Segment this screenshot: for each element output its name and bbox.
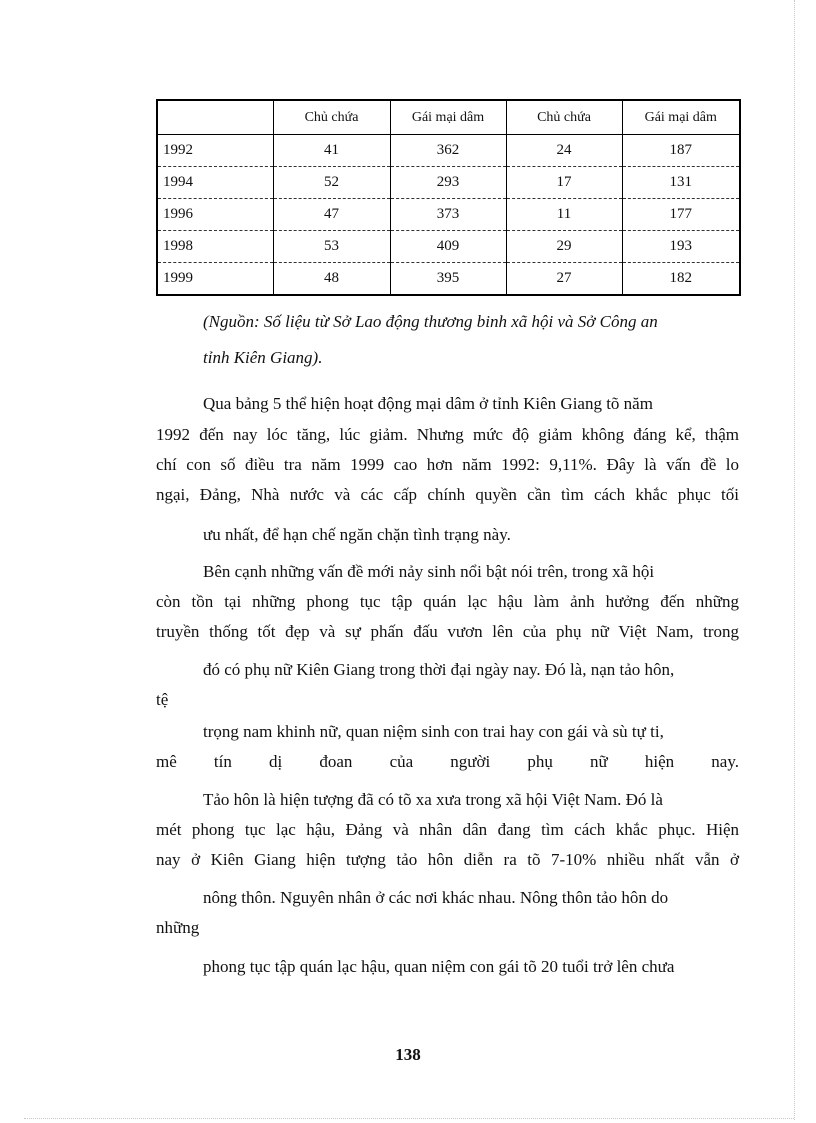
- table-cell: 373: [390, 199, 506, 231]
- paragraph-line: Qua bảng 5 thể hiện hoạt động mại dâm ở tỉnh Kiên Giang tõ năm: [203, 394, 653, 413]
- page-edge-right: [794, 0, 795, 1120]
- table-cell: 131: [622, 167, 740, 199]
- paragraph-line: tệ: [156, 690, 169, 709]
- table-cell: 187: [622, 135, 740, 167]
- table-cell-year: 1994: [157, 167, 273, 199]
- table-row: [157, 135, 740, 167]
- table-row: [157, 199, 740, 231]
- table-cell: 47: [273, 199, 390, 231]
- table-cell: 24: [506, 135, 622, 167]
- table-cell: 41: [273, 135, 390, 167]
- table-cell: 48: [273, 263, 390, 296]
- source-note-line: tỉnh Kiên Giang).: [203, 348, 323, 367]
- paragraph-line: còn tồn tại những phong tục tập quán lạc hậu làm ảnh hưởng đến những: [156, 592, 739, 611]
- paragraph-line: Bên cạnh những vấn đề mới nảy sinh nổi bật nói trên, trong xã hội: [203, 562, 655, 581]
- page-number: 138: [395, 1045, 421, 1064]
- table-cell: 395: [390, 263, 506, 296]
- table-cell: 193: [622, 231, 740, 263]
- table-header-cell: Chủ chứa: [273, 100, 390, 135]
- table-header-cell: Chủ chứa: [506, 100, 622, 135]
- table-header-cell: [157, 100, 273, 135]
- paragraph-line: mét phong tục lạc hậu, Đảng và nhân dân đang tìm cách khắc phục. Hiện: [156, 820, 739, 839]
- statistics-table: [156, 99, 741, 296]
- table-cell: 177: [622, 199, 740, 231]
- paragraph-line: phong tục tập quán lạc hậu, quan niệm con gái tõ 20 tuổi trở lên chưa: [203, 957, 675, 976]
- paragraph-line: ưu nhất, để hạn chế ngăn chặn tình trạng này.: [203, 525, 511, 544]
- paragraph-line: nông thôn. Nguyên nhân ở các nơi khác nhau. Nông thôn tảo hôn do: [203, 888, 669, 907]
- source-note-line: (Nguồn: Số liệu từ Sở Lao động thương binh xã hội và Sở Công an: [203, 312, 658, 331]
- table-cell-year: 1999: [157, 263, 273, 296]
- paragraph-line: đó có phụ nữ Kiên Giang trong thời đại ngày nay. Đó là, nạn tảo hôn,: [203, 660, 675, 679]
- paragraph-line: 1992 đến nay lóc tăng, lúc giảm. Nhưng mức độ giảm không đáng kể, thậm: [156, 425, 739, 444]
- paragraph-line: nay ở Kiên Giang hiện tượng tảo hôn diễn ra tõ 7-10% nhiều nhất vẫn ở: [156, 850, 739, 869]
- table-cell: 27: [506, 263, 622, 296]
- table-header-cell: Gái mại dâm: [390, 100, 506, 135]
- page-edge-bottom: [24, 1118, 794, 1119]
- table-cell: 11: [506, 199, 622, 231]
- table-header-cell: Gái mại dâm: [622, 100, 740, 135]
- table-row: [157, 167, 740, 199]
- table-row: [157, 263, 740, 296]
- paragraph-line: chí con số điều tra năm 1999 cao hơn năm 1992: 9,11%. Đây là vấn đề lo: [156, 455, 739, 474]
- table-cell-year: 1996: [157, 199, 273, 231]
- paragraph-line: Tảo hôn là hiện tượng đã có tõ xa xưa trong xã hội Việt Nam. Đó là: [203, 790, 663, 809]
- paragraph-line: trọng nam khinh nữ, quan niệm sinh con trai hay con gái và sù tự ti,: [203, 722, 664, 741]
- table-cell: 52: [273, 167, 390, 199]
- table-cell: 17: [506, 167, 622, 199]
- table-cell: 362: [390, 135, 506, 167]
- table-cell: 29: [506, 231, 622, 263]
- table-cell: 182: [622, 263, 740, 296]
- table-row: [157, 231, 740, 263]
- paragraph-line: mê tín dị đoan của người phụ nữ hiện nay.: [156, 752, 739, 771]
- paragraph-line: truyền thống tốt đẹp và sự phấn đấu vươn lên của phụ nữ Việt Nam, trong: [156, 622, 739, 641]
- table-cell: 409: [390, 231, 506, 263]
- table-cell-year: 1998: [157, 231, 273, 263]
- table-cell: 293: [390, 167, 506, 199]
- table-cell-year: 1992: [157, 135, 273, 167]
- table-header-row: [157, 100, 740, 135]
- paragraph-line: ngại, Đảng, Nhà nước và các cấp chính quyền cần tìm cách khắc phục tối: [156, 485, 739, 504]
- table-cell: 53: [273, 231, 390, 263]
- paragraph-line: những: [156, 918, 200, 937]
